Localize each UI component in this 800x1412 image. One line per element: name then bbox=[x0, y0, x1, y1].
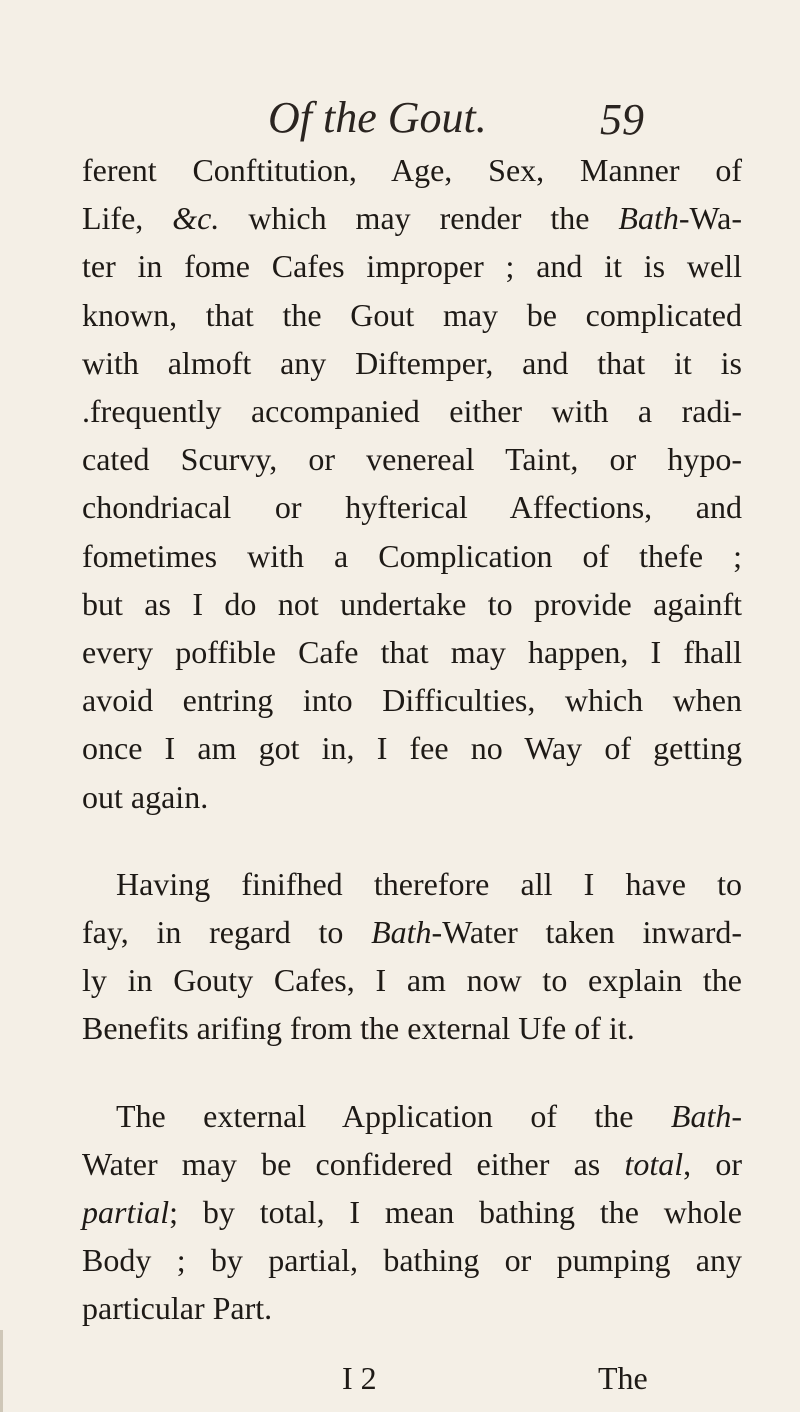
text-line bbox=[82, 628, 742, 676]
text-run: , or bbox=[683, 1145, 743, 1182]
body-text bbox=[82, 146, 742, 1333]
text-run: ly in Gouty Cafes, I am now to explain the bbox=[82, 962, 742, 999]
text-line bbox=[82, 291, 742, 339]
text-run: ferent Conftitution, Age, Sex, Manner of bbox=[82, 152, 742, 188]
text-run: chondriacal or hyfterical Affections, and bbox=[82, 489, 742, 526]
text-run: every poffible Cafe that may happen, I fhall bbox=[82, 634, 742, 671]
text-line bbox=[82, 532, 742, 580]
text-line bbox=[82, 1284, 742, 1332]
text-line bbox=[82, 146, 742, 194]
text-line bbox=[82, 724, 742, 772]
text-run: once I am got in, I fee no Way of getting bbox=[82, 730, 742, 767]
text-line bbox=[82, 676, 742, 724]
page-header bbox=[0, 88, 800, 148]
italic-text: partial bbox=[82, 1194, 170, 1231]
text-run: The external Application of the bbox=[116, 1097, 671, 1134]
italic-text: Bath bbox=[371, 914, 432, 951]
text-line bbox=[82, 435, 742, 483]
page-edge-shadow bbox=[0, 1330, 3, 1412]
text-line bbox=[82, 1188, 742, 1236]
text-run: with almoft any Diftemper, and that it is bbox=[82, 344, 742, 381]
text-line bbox=[82, 1236, 742, 1284]
text-line bbox=[82, 908, 742, 956]
text-run: Body ; by partial, bathing or pumping any bbox=[82, 1242, 742, 1279]
text-run: particular Part. bbox=[82, 1290, 273, 1327]
page-footer bbox=[0, 1360, 800, 1406]
paragraph bbox=[82, 860, 742, 1053]
text-line bbox=[82, 580, 742, 628]
paragraph-gap bbox=[82, 821, 742, 860]
paragraph-gap bbox=[82, 1053, 742, 1092]
text-run: .frequently accompanied either with a radi- bbox=[82, 393, 742, 430]
text-run: but as I do not undertake to provide againft bbox=[82, 585, 742, 622]
text-line bbox=[82, 860, 742, 908]
text-run: Benefits arifing from the external Ufe of it. bbox=[82, 1010, 635, 1047]
text-run: Having finifhed therefore all I have to bbox=[116, 865, 742, 902]
text-run: which may render the bbox=[219, 200, 619, 237]
text-run: cated Scurvy, or venereal Taint, or hypo- bbox=[82, 441, 742, 478]
text-run: ; by total, I mean bathing the whole bbox=[169, 1194, 742, 1231]
text-run: - bbox=[731, 1097, 742, 1134]
text-line bbox=[82, 242, 742, 290]
text-line bbox=[82, 194, 742, 242]
text-run: -Water taken inward- bbox=[431, 914, 742, 951]
italic-text: Bath bbox=[670, 1097, 732, 1134]
text-line bbox=[82, 483, 742, 531]
page-number: 59 bbox=[600, 95, 644, 144]
text-run: fay, in regard to bbox=[82, 914, 372, 951]
italic-text: Bath bbox=[618, 200, 679, 237]
catchword: The bbox=[598, 1360, 648, 1396]
text-run: -Wa- bbox=[678, 200, 742, 237]
text-run: out again. bbox=[82, 778, 209, 815]
running-title: Of the Gout. bbox=[268, 93, 487, 142]
text-line bbox=[82, 1092, 742, 1140]
text-run: avoid entring into Difficulties, which when bbox=[82, 682, 742, 719]
text-line bbox=[82, 1004, 742, 1052]
text-line bbox=[82, 339, 742, 387]
text-line bbox=[82, 387, 742, 435]
signature-mark: I 2 bbox=[342, 1360, 377, 1396]
italic-text: &c. bbox=[172, 200, 220, 237]
text-line bbox=[82, 773, 742, 821]
text-run: ter in fome Cafes improper ; and it is well bbox=[82, 248, 742, 285]
text-run: Water may be confidered either as bbox=[82, 1145, 625, 1182]
text-run: Life, bbox=[82, 200, 173, 237]
italic-text: total bbox=[624, 1145, 684, 1182]
text-run: known, that the Gout may be complicated bbox=[82, 296, 742, 333]
paragraph bbox=[82, 146, 742, 821]
text-run: fometimes with a Complication of thefe ; bbox=[82, 537, 742, 574]
text-line bbox=[82, 956, 742, 1004]
text-line bbox=[82, 1140, 742, 1188]
paragraph bbox=[82, 1092, 742, 1333]
